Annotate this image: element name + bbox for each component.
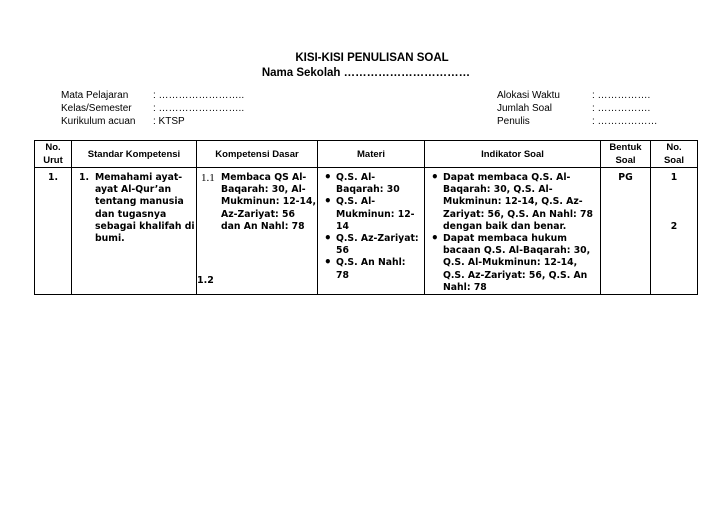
cell-bentuk-soal: PG	[601, 168, 651, 295]
no-soal-2: 2	[670, 221, 678, 233]
list-item: • Dapat membaca Q.S. Al-Baqarah: 30, Q.S. Al-Mukminun: 12-14, Q.S. Az-Zariyat: 56, Q.S. An Nahl: 78 dengan baik dan benar.	[425, 172, 596, 233]
meta-value: : KTSP	[153, 116, 185, 127]
cell-standar-kompetensi	[72, 168, 197, 295]
kd-number-2: 1.2	[197, 275, 214, 286]
cell-indikator-soal	[425, 168, 601, 295]
kd-number: 1.1	[201, 172, 215, 184]
no-soal-1: 1	[670, 172, 678, 183]
cell-kompetensi-dasar	[197, 168, 318, 295]
meta-label: Alokasi Waktu	[497, 90, 560, 101]
header-kompetensi-dasar: Kompetensi Dasar	[197, 141, 318, 168]
header-standar-kompetensi: Standar Kompetensi	[72, 141, 197, 168]
table-header-row	[35, 141, 698, 168]
meta-label: Penulis	[497, 116, 530, 127]
meta-value: : ……………………..	[153, 103, 245, 114]
meta-left	[61, 89, 244, 128]
list-item: • Q.S. Al-Baqarah: 30	[318, 172, 420, 196]
meta-row	[61, 115, 244, 128]
list-item: • Q.S. Al-Mukminun: 12-14	[318, 196, 420, 233]
header-bentuk-soal: Bentuk Soal	[601, 141, 651, 168]
meta-label: Mata Pelajaran	[61, 90, 129, 101]
meta-value: : …………….	[592, 90, 651, 101]
meta-value: : …………….	[592, 103, 651, 114]
meta-label: Kelas/Semester	[61, 103, 132, 114]
meta-value: : ………………	[592, 116, 658, 127]
sk-number: 1.	[79, 172, 90, 183]
cell-materi	[318, 168, 425, 295]
kisi-kisi-table	[34, 140, 698, 295]
school-name: Nama Sekolah ……………………………	[261, 67, 471, 79]
sk-text: Memahami ayat-ayat Al-Qur’an tentang manusia dan tugasnya sebagai khalifah di bumi.	[95, 172, 195, 245]
cell-no-soal	[651, 168, 698, 295]
cell-no-urut: 1.	[35, 168, 72, 295]
list-item: • Q.S. Az-Zariyat: 56	[318, 233, 420, 257]
meta-row	[497, 102, 658, 115]
meta-value: : ……………………..	[153, 90, 245, 101]
meta-right	[497, 89, 658, 128]
header-materi: Materi	[318, 141, 425, 168]
meta-row	[497, 115, 658, 128]
document-title: KISI-KISI PENULISAN SOAL	[295, 52, 449, 64]
header-no-soal: No. Soal	[651, 141, 698, 168]
meta-row	[61, 102, 244, 115]
header-indikator-soal: Indikator Soal	[425, 141, 601, 168]
table-row	[35, 168, 698, 295]
kd-text: Membaca QS Al-Baqarah: 30, Al-Mukminun: 12-14, Az-Zariyat: 56 dan An Nahl: 78	[221, 172, 317, 232]
meta-row	[61, 89, 244, 102]
list-item: • Q.S. An Nahl: 78	[318, 257, 420, 281]
meta-row	[497, 89, 658, 102]
meta-label: Jumlah Soal	[497, 103, 553, 114]
meta-label: Kurikulum acuan	[61, 116, 136, 127]
header-no-urut: No. Urut	[35, 141, 72, 168]
list-item: • Dapat membaca hukum bacaan Q.S. Al-Baqarah: 30, Q.S. Al-Mukminun: 12-14, Q.S. Az-Zariyat: 56, Q.S. An Nahl: 78	[425, 233, 596, 294]
